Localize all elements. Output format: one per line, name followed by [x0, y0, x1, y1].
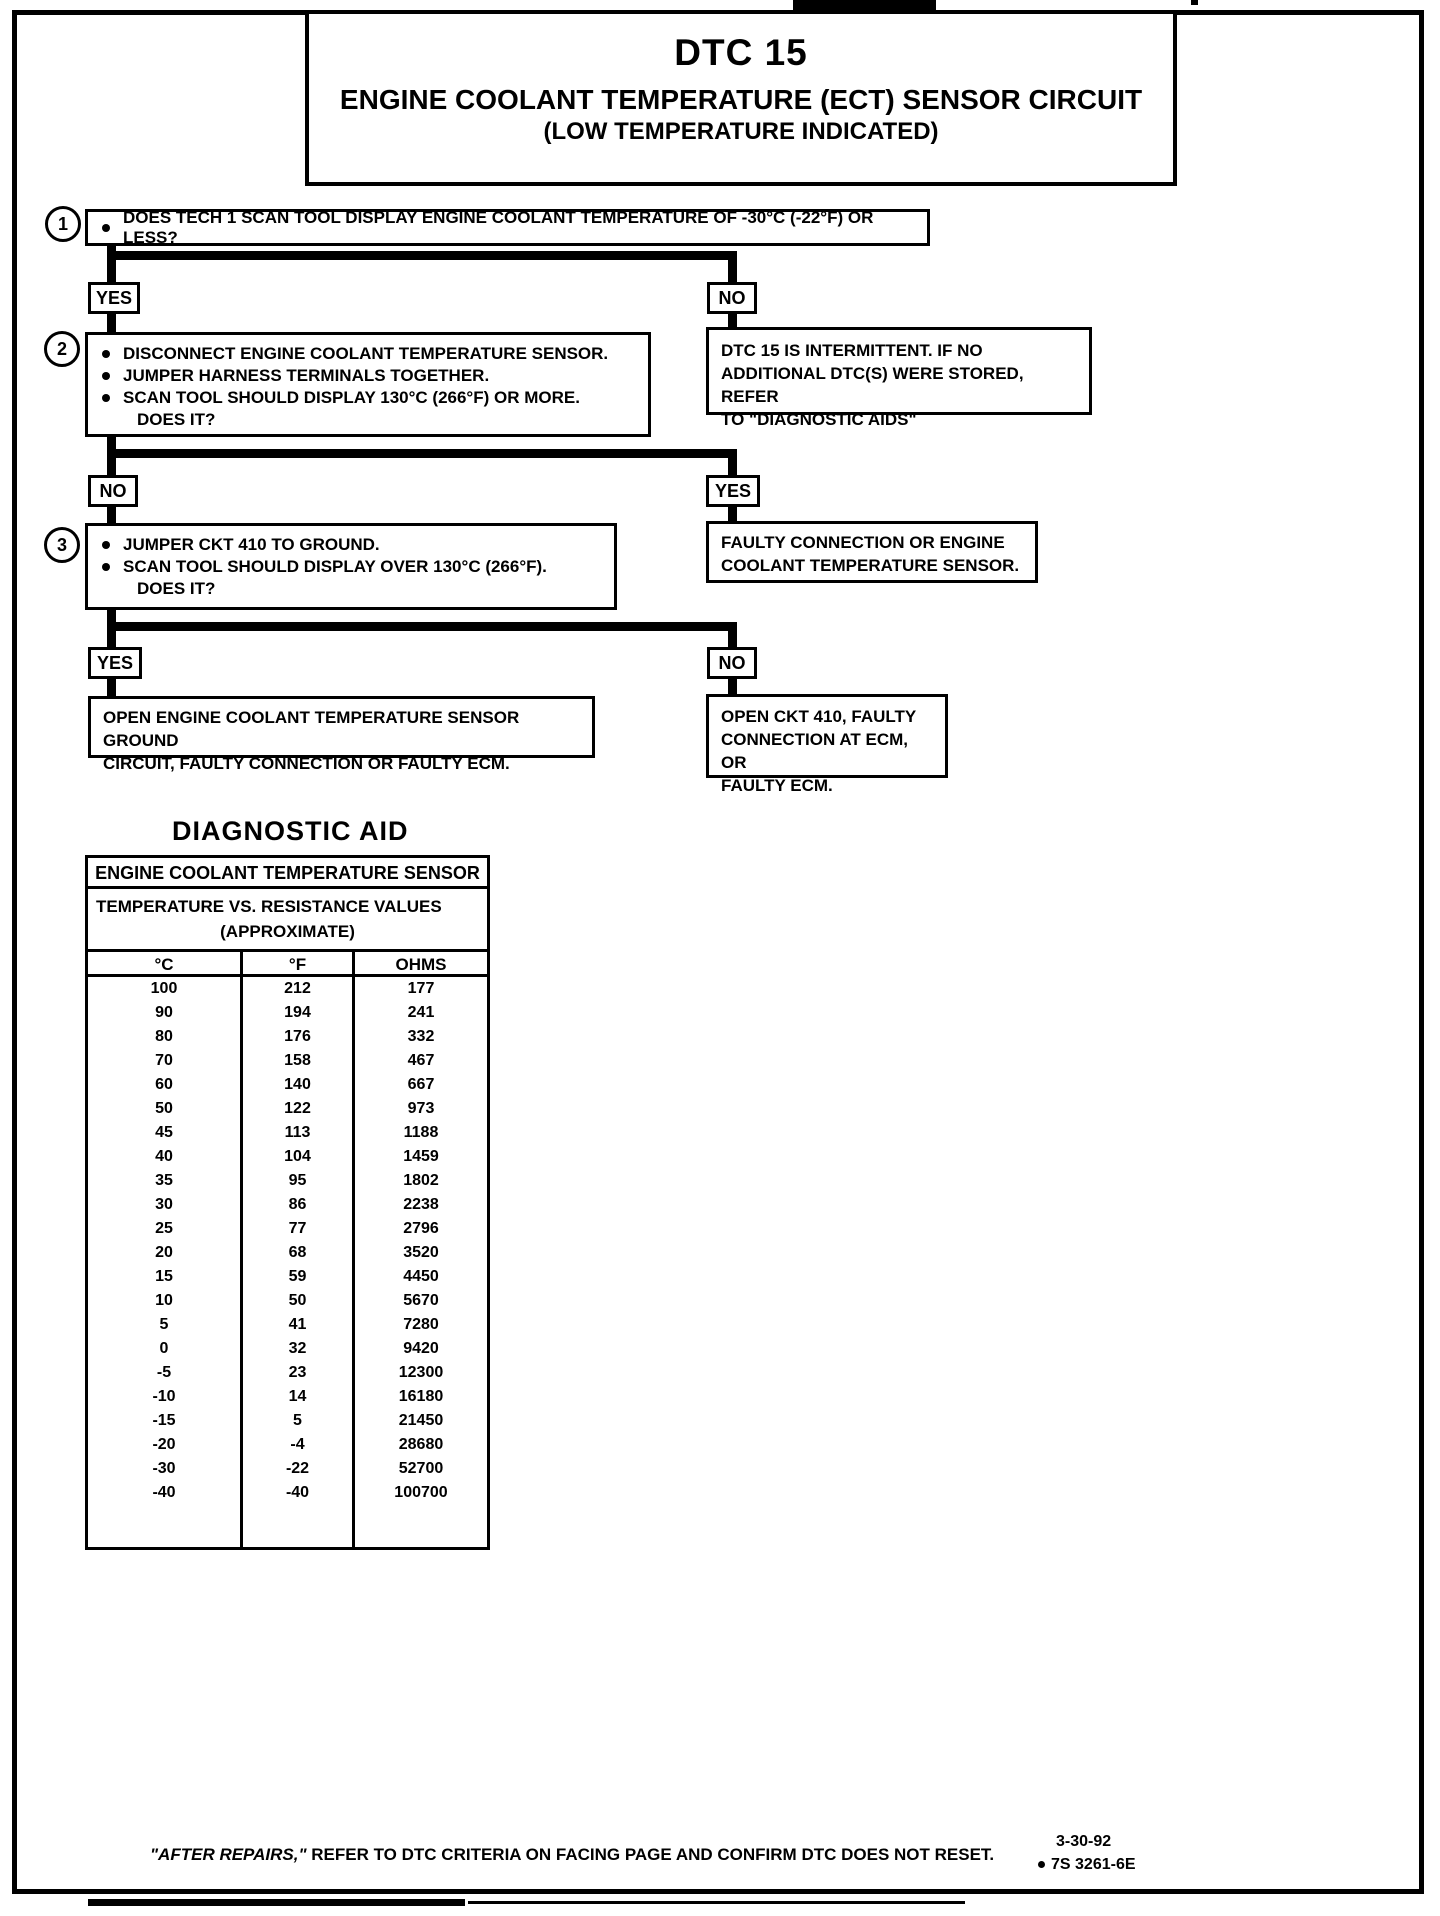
intermittent-line: ADDITIONAL DTC(S) WERE STORED, REFER: [721, 364, 1024, 406]
table-row: [88, 1001, 487, 1025]
ohms-cell: 52700: [352, 1457, 487, 1481]
ohms-cell: 467: [352, 1049, 487, 1073]
connector-line: [107, 251, 737, 260]
table-row: [88, 1049, 487, 1073]
fahrenheit-cell: 14: [240, 1385, 352, 1409]
table-row: [88, 1481, 487, 1505]
column-header-ohms: OHMS: [352, 952, 487, 977]
ohms-cell: 100700: [352, 1481, 487, 1505]
diagnostic-aid-heading: DIAGNOSTIC AID: [172, 816, 409, 846]
connector-line: [107, 313, 116, 332]
ohms-cell: 12300: [352, 1361, 487, 1385]
fahrenheit-cell: 194: [240, 1001, 352, 1025]
table-row: [88, 1337, 487, 1361]
table-row: [88, 1361, 487, 1385]
branch3-no-label: NO: [707, 647, 757, 679]
table-row: [88, 1265, 487, 1289]
table-row: [88, 977, 487, 1001]
open-ckt-line: CONNECTION AT ECM, OR: [721, 730, 908, 772]
connector-line: [728, 449, 737, 475]
fahrenheit-cell: 140: [240, 1073, 352, 1097]
celsius-cell: 5: [159, 1316, 169, 1333]
column-header-fahrenheit: °F: [240, 952, 352, 977]
fahrenheit-cell: 104: [240, 1145, 352, 1169]
step2-bullet-text: DISCONNECT ENGINE COOLANT TEMPERATURE SENSOR.: [123, 344, 609, 363]
step3-question-line: [88, 578, 614, 600]
footer-note: [150, 1845, 994, 1865]
page-subtitle: ENGINE COOLANT TEMPERATURE (ECT) SENSOR CIRCUIT: [339, 84, 1143, 115]
celsius-cell: 0: [159, 1340, 169, 1357]
intermittent-line: TO "DIAGNOSTIC AIDS": [721, 410, 917, 429]
table-row: [88, 1217, 487, 1241]
step3-bullet-line: [88, 556, 614, 578]
celsius-cell: 90: [155, 1004, 173, 1021]
bullet-icon: [102, 394, 110, 402]
sensor-table: [85, 855, 490, 1550]
faulty-sensor-box: [706, 521, 1038, 583]
intermittent-line: DTC 15 IS INTERMITTENT. IF NO: [721, 341, 983, 360]
branch2-no-label: NO: [88, 475, 138, 507]
step3-number-circle: [44, 527, 80, 563]
ohms-cell: 1802: [352, 1169, 487, 1193]
connector-line: [107, 678, 116, 697]
fahrenheit-cell: 41: [240, 1313, 352, 1337]
connector-line: [728, 506, 737, 522]
ohms-cell: 2238: [352, 1193, 487, 1217]
filler-cell: [88, 1505, 240, 1547]
table-row: [88, 1457, 487, 1481]
column-header-celsius: °C: [154, 955, 174, 974]
branch1-yes-label: YES: [88, 282, 140, 314]
ohms-cell: 16180: [352, 1385, 487, 1409]
open-ckt-line: OPEN CKT 410, FAULTY: [721, 707, 917, 726]
step1-box: [85, 209, 930, 246]
step3-bullet-line: [88, 534, 614, 556]
table-row: [88, 1313, 487, 1337]
ohms-cell: 28680: [352, 1433, 487, 1457]
ohms-cell: 332: [352, 1025, 487, 1049]
ohms-cell: 667: [352, 1073, 487, 1097]
bullet-icon: [1038, 1861, 1045, 1868]
step2-bullet-line: [88, 365, 648, 387]
celsius-cell: 80: [155, 1028, 173, 1045]
ohms-cell: 3520: [352, 1241, 487, 1265]
table-row: [88, 1097, 487, 1121]
celsius-cell: -40: [152, 1484, 176, 1501]
scan-artifact: [468, 1901, 965, 1904]
celsius-cell: 70: [155, 1052, 173, 1069]
fahrenheit-cell: 77: [240, 1217, 352, 1241]
fahrenheit-cell: 5: [240, 1409, 352, 1433]
doc-code-text: 7S 3261-6E: [1051, 1856, 1136, 1873]
ground-circuit-line: OPEN ENGINE COOLANT TEMPERATURE SENSOR GROUND: [103, 708, 520, 750]
filler-cell: [352, 1505, 487, 1547]
faulty-sensor-line: COOLANT TEMPERATURE SENSOR.: [721, 556, 1020, 575]
filler-cell: [240, 1505, 352, 1547]
ohms-cell: 1459: [352, 1145, 487, 1169]
step2-number-circle: [44, 331, 80, 367]
celsius-cell: -5: [156, 1364, 172, 1381]
table-row: [88, 1121, 487, 1145]
ohms-cell: 1188: [352, 1121, 487, 1145]
footer-note-rest: REFER TO DTC CRITERIA ON FACING PAGE AND CONFIRM DTC DOES NOT RESET.: [306, 1845, 995, 1864]
fahrenheit-cell: 176: [240, 1025, 352, 1049]
revision-date: 3-30-92: [1056, 1833, 1112, 1850]
step2-bullet-text: SCAN TOOL SHOULD DISPLAY 130°C (266°F) OR MORE.: [123, 388, 580, 407]
table-row: [88, 1241, 487, 1265]
connector-line: [107, 622, 737, 631]
connector-line: [728, 251, 737, 282]
fahrenheit-cell: 158: [240, 1049, 352, 1073]
celsius-cell: 50: [155, 1100, 173, 1117]
ohms-cell: 9420: [352, 1337, 487, 1361]
step3-bullet-text: SCAN TOOL SHOULD DISPLAY OVER 130°C (266°F).: [123, 557, 547, 576]
fahrenheit-cell: 59: [240, 1265, 352, 1289]
table-row: [88, 1145, 487, 1169]
celsius-cell: -10: [152, 1388, 176, 1405]
ohms-cell: 7280: [352, 1313, 487, 1337]
bullet-icon: [102, 563, 110, 571]
faulty-sensor-line: FAULTY CONNECTION OR ENGINE: [721, 533, 1005, 552]
ohms-cell: 21450: [352, 1409, 487, 1433]
table-row: [88, 1193, 487, 1217]
table-title: ENGINE COOLANT TEMPERATURE SENSOR: [88, 858, 487, 889]
step3-number: 3: [56, 534, 67, 555]
connector-line: [107, 506, 116, 524]
celsius-cell: -15: [152, 1412, 176, 1429]
ground-circuit-box: [88, 696, 595, 773]
step3-box: [85, 523, 617, 610]
connector-line: [728, 313, 737, 328]
step2-question: DOES IT?: [137, 410, 216, 429]
step2-bullet-line: [88, 343, 648, 365]
celsius-cell: -30: [152, 1460, 176, 1477]
step1-question: DOES TECH 1 SCAN TOOL DISPLAY ENGINE COOLANT TEMPERATURE OF -30°C (-22°F) OR LESS?: [123, 207, 874, 247]
celsius-cell: 20: [155, 1244, 173, 1261]
fahrenheit-cell: -40: [240, 1481, 352, 1505]
celsius-cell: 40: [155, 1148, 173, 1165]
table-row: [88, 1289, 487, 1313]
table-row: [88, 1409, 487, 1433]
fahrenheit-cell: 95: [240, 1169, 352, 1193]
table-row: [88, 1385, 487, 1409]
fahrenheit-cell: 68: [240, 1241, 352, 1265]
connector-line: [728, 678, 737, 695]
fahrenheit-cell: -4: [240, 1433, 352, 1457]
step1-number: 1: [57, 213, 68, 234]
title-box: [305, 10, 1177, 186]
celsius-cell: 60: [155, 1076, 173, 1093]
page-subtitle2: (LOW TEMPERATURE INDICATED): [543, 118, 939, 145]
celsius-cell: 15: [155, 1268, 173, 1285]
table-row: [88, 1025, 487, 1049]
fahrenheit-cell: 23: [240, 1361, 352, 1385]
scan-artifact: [1191, 0, 1198, 5]
branch1-no-label: NO: [707, 282, 757, 314]
fahrenheit-cell: 122: [240, 1097, 352, 1121]
open-ckt-box: [706, 694, 948, 795]
page-title: DTC 15: [674, 32, 808, 73]
fahrenheit-cell: 86: [240, 1193, 352, 1217]
ground-circuit-line: CIRCUIT, FAULTY CONNECTION OR FAULTY ECM.: [103, 754, 510, 773]
fahrenheit-cell: 113: [240, 1121, 352, 1145]
table-body: [88, 977, 487, 1547]
table-subtitle-block: [88, 889, 487, 952]
branch2-yes-label: YES: [706, 475, 760, 507]
fahrenheit-cell: 212: [240, 977, 352, 1001]
celsius-cell: 25: [155, 1220, 173, 1237]
fahrenheit-cell: 50: [240, 1289, 352, 1313]
ohms-cell: 4450: [352, 1265, 487, 1289]
fahrenheit-cell: -22: [240, 1457, 352, 1481]
celsius-cell: 35: [155, 1172, 173, 1189]
step2-question-line: [88, 409, 648, 431]
ohms-cell: 2796: [352, 1217, 487, 1241]
celsius-cell: 10: [155, 1292, 173, 1309]
step2-box: [85, 332, 651, 437]
intermittent-box: [706, 327, 1092, 429]
ohms-cell: 241: [352, 1001, 487, 1025]
table-filler-row: [88, 1505, 487, 1547]
step3-bullet-text: JUMPER CKT 410 TO GROUND.: [123, 535, 380, 554]
bullet-icon: [102, 224, 110, 232]
fahrenheit-cell: 32: [240, 1337, 352, 1361]
open-ckt-line: FAULTY ECM.: [721, 776, 833, 795]
connector-line: [728, 622, 737, 647]
table-row: [88, 1073, 487, 1097]
ohms-cell: 177: [352, 977, 487, 1001]
step2-bullet-text: JUMPER HARNESS TERMINALS TOGETHER.: [123, 366, 490, 385]
table-header-row: [88, 952, 487, 977]
celsius-cell: -20: [152, 1436, 176, 1453]
bullet-icon: [102, 372, 110, 380]
table-subtitle2: (APPROXIMATE): [220, 922, 355, 941]
doc-code: [1038, 1856, 1136, 1874]
table-row: [88, 1169, 487, 1193]
ohms-cell: 973: [352, 1097, 487, 1121]
bullet-icon: [102, 350, 110, 358]
celsius-cell: 30: [155, 1196, 173, 1213]
step2-number: 2: [56, 338, 67, 359]
ohms-cell: 5670: [352, 1289, 487, 1313]
branch3-yes-label: YES: [88, 647, 142, 679]
table-row: [88, 1433, 487, 1457]
scan-artifact: [88, 1899, 465, 1906]
celsius-cell: 100: [150, 980, 178, 997]
table-subtitle: TEMPERATURE VS. RESISTANCE VALUES: [96, 897, 442, 916]
connector-line: [107, 449, 737, 458]
celsius-cell: 45: [155, 1124, 173, 1141]
footer-note-italic: "AFTER REPAIRS,": [150, 1845, 307, 1864]
step2-bullet-line: [88, 387, 648, 409]
step1-number-circle: [45, 206, 81, 242]
bullet-icon: [102, 541, 110, 549]
step3-question: DOES IT?: [137, 579, 216, 598]
